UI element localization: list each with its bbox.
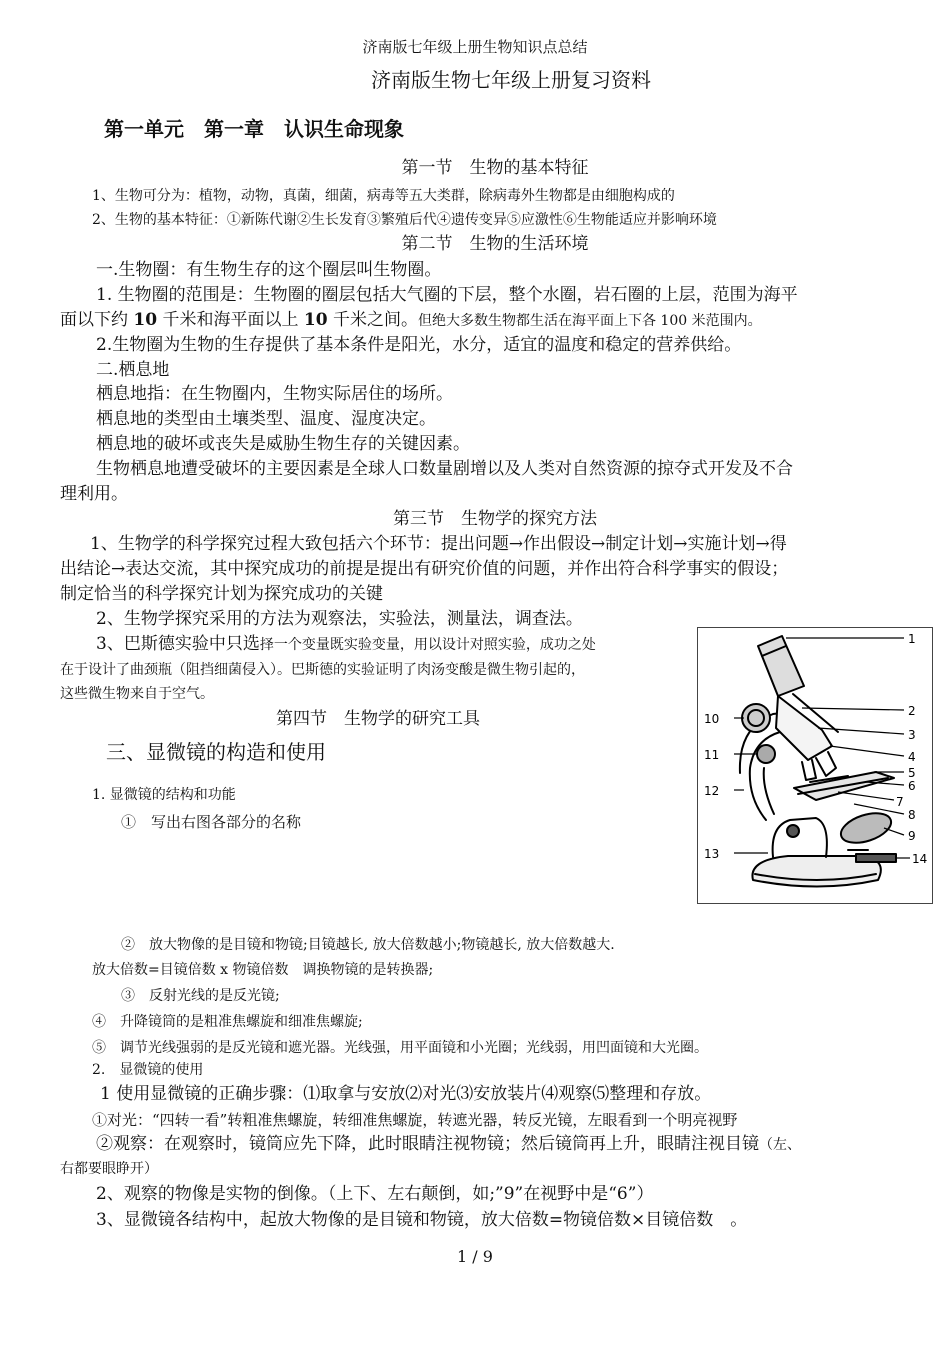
section-3-line-6: 在于设计了曲颈瓶（阻挡细菌侵入）。巴斯德的实验证明了肉汤变酸是微生物引起的， <box>60 662 585 678</box>
figure-label-9: 9 <box>908 829 916 843</box>
figure-label-7: 7 <box>896 795 904 809</box>
section-4-subtitle: 三、显微镜的构造和使用 <box>106 740 326 764</box>
section-3-line-2: 出结论→表达交流，其中探究成功的前提是提出有研究价值的问题，并作出符合科学事实的假设； <box>60 559 789 579</box>
page-header: 济南版七年级上册生物知识点总结 <box>362 38 588 56</box>
section-4-line-14: 3、显微镜各结构中，起放大物像的是目镜和物镜，放大倍数=物镜倍数×目镜倍数 。 <box>96 1210 748 1230</box>
figure-label-3: 3 <box>908 728 916 742</box>
section-4-line-9: 1 使用显微镜的正确步骤：⑴取拿与安放⑵对光⑶安放装片⑷观察⑸整理和存放。 <box>100 1084 712 1104</box>
s4-line11-part-a: ②观察：在观察时，镜筒应先下降，此时眼睛注视物镜；然后镜筒再上升，眼睛注视目镜 <box>96 1134 759 1154</box>
section-3-line-7: 这些微生物来自于空气。 <box>60 686 214 702</box>
s2-line3-number-2: 10 <box>303 310 328 330</box>
section-4-line-6: ④ 升降镜筒的是粗准焦螺旋和细准焦螺旋; <box>92 1014 363 1030</box>
section-2-line-1: 一.生物圈：有生物生存的这个圈层叫生物圈。 <box>96 260 442 280</box>
figure-label-1: 1 <box>908 632 916 646</box>
figure-label-11: 11 <box>704 748 720 762</box>
s2-line3-part-c: 千米和海平面以上 <box>157 310 304 330</box>
section-4-line-13: 2、观察的物像是实物的倒像。（上下、左右颠倒，如;”9”在视野中是“6”） <box>96 1184 654 1204</box>
section-4-line-5: ③ 反射光线的是反光镜; <box>121 988 280 1004</box>
section-3-line-1: 1、生物学的科学探究过程大致包括六个环节：提出问题→作出假设→制定计划→实施计划→得 <box>90 534 787 554</box>
s2-line3-part-f: 但绝大多数生物都生活在海平面上下各 100 米范围内。 <box>417 313 762 329</box>
figure-label-14: 14 <box>912 852 928 866</box>
figure-label-13: 13 <box>704 847 720 861</box>
section-4-line-11 <box>96 1134 801 1154</box>
figure-label-8: 8 <box>908 808 916 822</box>
section-2-line-3 <box>60 310 762 330</box>
section-3-line-5 <box>96 634 596 654</box>
section-2-line-4: 2.生物圈为生物的生存提供了基本条件是阳光，水分，适宜的温度和稳定的营养供给。 <box>96 335 742 355</box>
s2-line3-number-1: 10 <box>133 310 158 330</box>
section-4-line-2: ① 写出右图各部分的名称 <box>121 813 302 831</box>
figure-label-4: 4 <box>908 750 916 764</box>
figure-label-2: 2 <box>908 704 916 718</box>
s4-line11-part-b: （左、 <box>759 1137 801 1153</box>
page-number: 1 / 9 <box>457 1247 493 1266</box>
s2-line3-part-e: 千米之间。 <box>327 310 418 330</box>
section-2-line-8: 栖息地的破坏或丧失是威胁生物生存的关键因素。 <box>96 434 470 454</box>
section-4-line-8: 2. 显微镜的使用 <box>92 1062 204 1078</box>
section-2-line-9: 生物栖息地遭受破坏的主要因素是全球人口数量剧增以及人类对自然资源的掠夺式开发及不合 <box>96 459 793 479</box>
section-1-line-2: 2、生物的基本特征：①新陈代谢②生长发育③繁殖后代④遗传变异⑤应激性⑥生物能适应并影响环境 <box>92 212 717 228</box>
section-2-line-10: 理利用。 <box>60 484 128 504</box>
section-2-line-6: 栖息地指：在生物圈内，生物实际居住的场所。 <box>96 384 453 404</box>
s3-line5-part-b: 择一个变量既实验变量，用以设计对照实验，成功之处 <box>259 637 596 653</box>
document-title: 济南版生物七年级上册复习资料 <box>371 68 651 92</box>
microscope-figure <box>697 627 933 904</box>
section-3-line-3: 制定恰当的科学探究计划为探究成功的关键 <box>60 584 383 604</box>
s2-line3-part-a: 面以下约 <box>60 310 134 330</box>
figure-label-5: 5 <box>908 766 916 780</box>
section-1-title: 第一节 生物的基本特征 <box>401 158 589 178</box>
section-4-line-4: 放大倍数=目镜倍数 x 物镜倍数 调换物镜的是转换器; <box>92 962 434 978</box>
section-3-line-4: 2、生物学探究采用的方法为观察法，实验法，测量法，调查法。 <box>96 609 583 629</box>
section-1-line-1: 1、生物可分为：植物，动物，真菌，细菌，病毒等五大类群，除病毒外生物都是由细胞构成的 <box>92 188 675 204</box>
figure-label-10: 10 <box>704 712 720 726</box>
microscope-drawing <box>698 628 932 903</box>
section-4-title: 第四节 生物学的研究工具 <box>276 709 480 729</box>
s3-line5-part-a: 3、巴斯德实验中只选 <box>96 634 260 654</box>
section-2-line-5: 二.栖息地 <box>96 360 170 380</box>
section-4-line-1: 1. 显微镜的结构和功能 <box>92 787 236 803</box>
section-2-line-2: 1. 生物圈的范围是：生物圈的圈层包括大气圈的下层，整个水圈，岩石圈的上层，范围为海平 <box>96 285 798 305</box>
unit-heading: 第一单元 第一章 认识生命现象 <box>104 117 404 141</box>
section-2-line-7: 栖息地的类型由土壤类型、温度、湿度决定。 <box>96 409 436 429</box>
figure-label-6: 6 <box>908 779 916 793</box>
section-4-line-12: 右都要眼睁开） <box>60 1161 158 1177</box>
figure-label-12: 12 <box>704 784 720 798</box>
section-2-title: 第二节 生物的生活环境 <box>401 234 589 254</box>
section-4-line-10: ①对光：“四转一看”转粗准焦螺旋，转细准焦螺旋，转遮光器，转反光镜，左眼看到一个明亮视野 <box>92 1111 738 1129</box>
section-4-line-3: ② 放大物像的是目镜和物镜;目镜越长, 放大倍数越小;物镜越长, 放大倍数越大. <box>121 937 615 953</box>
section-3-title: 第三节 生物学的探究方法 <box>393 509 597 529</box>
section-4-line-7: ⑤ 调节光线强弱的是反光镜和遮光器。光线强，用平面镜和小光圈；光线弱，用凹面镜和大光圈。 <box>92 1040 708 1056</box>
